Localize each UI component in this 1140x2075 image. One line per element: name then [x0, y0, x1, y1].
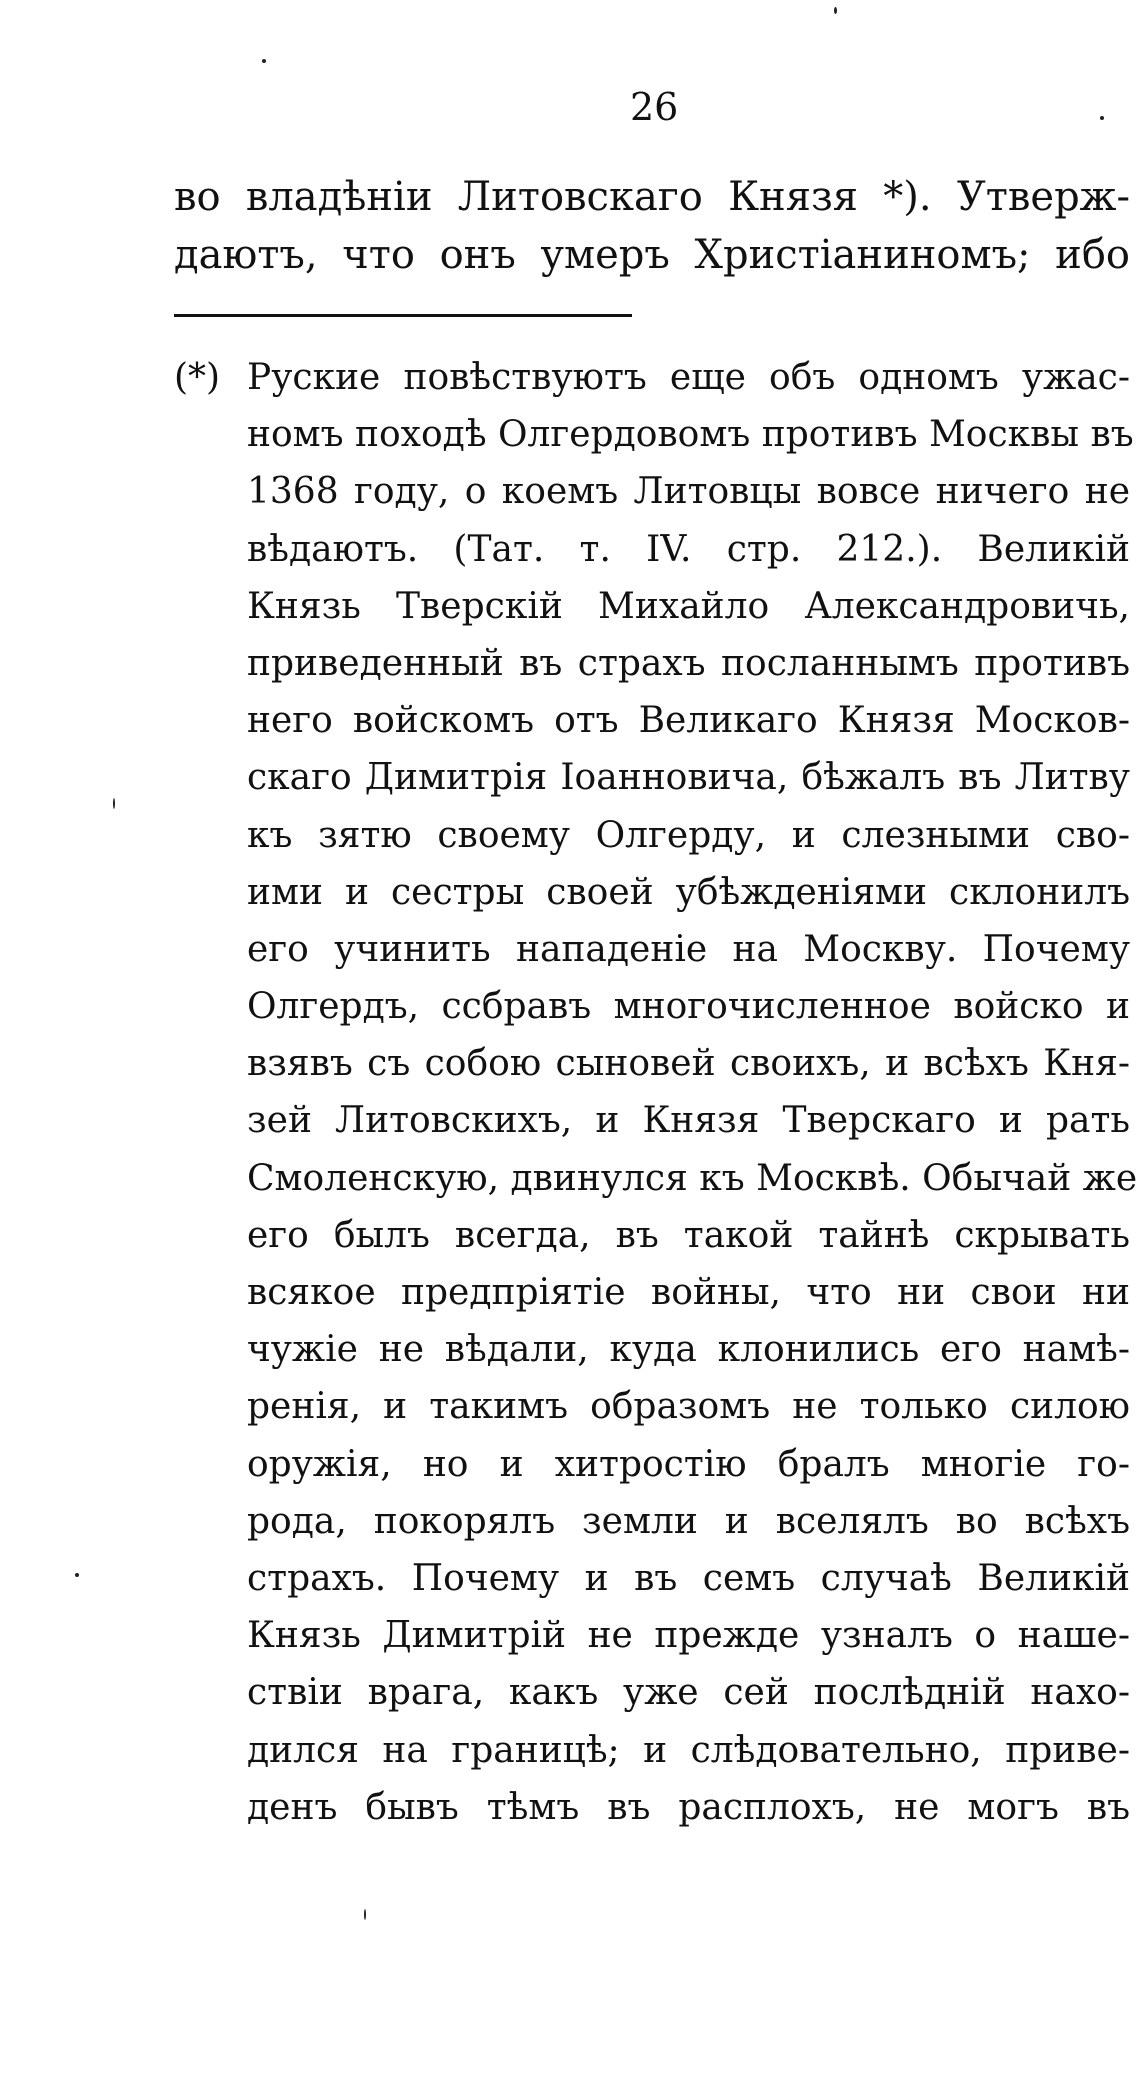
footnote-line: рода, покорялъ земли и вселялъ во всѣхъ	[247, 1500, 1130, 1542]
ink-speck	[1100, 116, 1104, 120]
footnote-line: зей Литовскихъ, и Князя Тверскаго и рать	[247, 1100, 1130, 1142]
footnote-line-text: Руские повѣствуютъ еще объ одномъ ужас-	[247, 357, 1130, 398]
footnote-line: Князь Тверскій Михайло Александровичь,	[247, 585, 1130, 627]
footnote-line: него войскомъ отъ Великаго Князя Москов-	[247, 700, 1130, 742]
footnote-line: Олгердъ, ссбравъ многочисленное войско и	[247, 986, 1130, 1028]
footnote-line: ими и сестры своей убѣжденіями склонилъ	[247, 871, 1130, 913]
footnote-line: Князь Димитрій не прежде узналъ о наше-	[247, 1615, 1130, 1657]
footnote-line: вѣдаютъ. (Тат. т. IV. стр. 212.). Великій	[247, 528, 1130, 570]
footnote-line: 1368 году, о коемъ Литовцы вовсе ничего не	[247, 471, 1130, 513]
footnote-line: денъ бывъ тѣмъ въ расплохъ, не могъ въ	[247, 1786, 1130, 1828]
footnote-line: приведенный въ страхъ посланнымъ противъ	[247, 642, 1130, 684]
footnote-line: ренія, и такимъ образомъ не только силою	[247, 1386, 1130, 1428]
ink-speck	[262, 59, 266, 63]
footnote-line: страхъ. Почему и въ семъ случаѣ Великій	[247, 1557, 1130, 1599]
footnote-line: ствіи врага, какъ уже сей послѣдній нахо-	[247, 1672, 1130, 1714]
footnote-line: дился на границѣ; и слѣдовательно, приве-	[247, 1729, 1130, 1771]
ink-speck	[75, 1573, 79, 1577]
footnote-line: его учинить нападеніе на Москву. Почему	[247, 928, 1130, 970]
footnote-line: номъ походѣ Олгердовомъ противъ Москвы въ	[247, 414, 1134, 456]
footnote-line: чужіе не вѣдали, куда клонились его намѣ-	[247, 1329, 1130, 1371]
footnote-line: оружія, но и хитростію бралъ многіе го-	[247, 1443, 1130, 1485]
main-text	[174, 168, 1130, 284]
ink-speck	[364, 1909, 366, 1920]
footnote-line: скаго Димитрія Іоанновича, бѣжалъ въ Литву	[247, 757, 1130, 799]
main-text-line: даютъ, что онъ умеръ Христіаниномъ; ибо	[174, 232, 1130, 278]
footnote	[174, 349, 1138, 1836]
footnote-marker: (*)	[174, 357, 221, 398]
footnote-line: Смоленскую, двинулся къ Москвѣ. Обычай же	[247, 1157, 1138, 1199]
footnote-line: къ зятю своему Олгерду, и слезными сво-	[247, 814, 1130, 856]
footnote-line: всякое предпріятіе войны, что ни свои ни	[247, 1272, 1130, 1313]
footnote-line: его былъ всегда, въ такой тайнѣ скрывать	[247, 1214, 1130, 1256]
footnote-divider	[174, 314, 632, 317]
footnote-line	[174, 349, 1130, 406]
main-text-line: во владѣніи Литовскаго Князя *). Утверж-	[174, 174, 1130, 220]
page-number: 26	[630, 85, 679, 129]
footnote-line: взявъ съ собою сыновей своихъ, и всѣхъ Кня-	[247, 1043, 1130, 1085]
ink-speck	[834, 7, 837, 14]
ink-speck	[113, 798, 115, 809]
